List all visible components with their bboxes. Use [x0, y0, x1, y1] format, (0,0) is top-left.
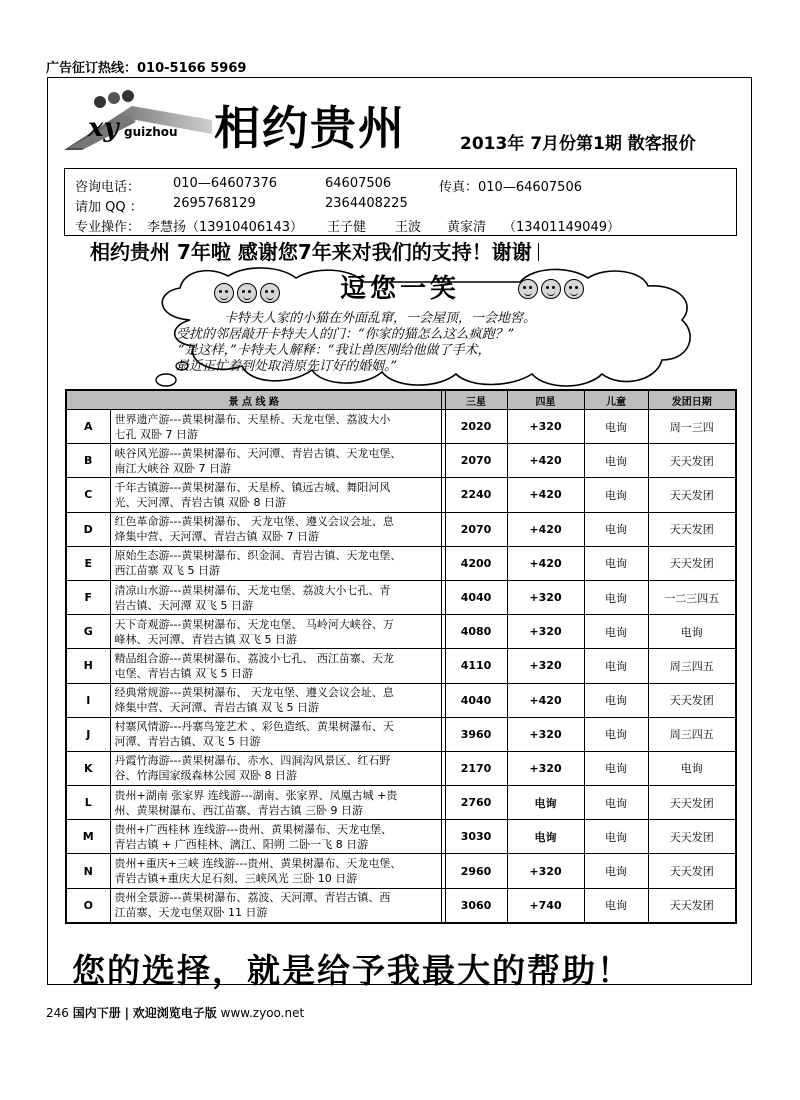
laughing-face-icon — [260, 283, 280, 303]
departure-date: 电询 — [648, 751, 736, 785]
staff-2: 王子健 — [327, 220, 367, 235]
footer-website-link[interactable]: www.zyoo.net — [220, 1006, 305, 1020]
price-three-star: 3960 — [445, 717, 507, 751]
price-three-star: 4040 — [445, 580, 507, 614]
route-description — [110, 786, 441, 820]
phone-number-1: 010—64607376 — [173, 176, 277, 191]
table-row — [66, 615, 736, 649]
price-child: 电询 — [584, 683, 648, 717]
route-line-2: 青岩古镇+重庆大足石刻、三峡风光 三卧 10 日游 — [114, 872, 358, 886]
table-row — [66, 854, 736, 888]
route-line-1: 精品组合游---黄果树瀑布、荔波小七孔、 西江苗寨、天龙 — [114, 651, 394, 665]
table-row — [66, 649, 736, 683]
issue-label: 2013年 7月份第1期 散客报价 — [460, 134, 696, 154]
footer-section: 国内下册 — [72, 1006, 121, 1020]
price-four-star: +420 — [507, 546, 584, 580]
departure-date: 天天发团 — [648, 786, 736, 820]
table-row — [66, 444, 736, 478]
route-line-1: 千年古镇游---黄果树瀑布、天星桥、镇远古城、舞阳河风 — [114, 480, 391, 494]
staff-4: 黄家清 — [447, 220, 487, 235]
price-child: 电询 — [584, 820, 648, 854]
route-description — [110, 854, 441, 888]
route-line-2: 青岩古镇 + 广西桂林、漓江、阳朔 二卧一飞 8 日游 — [114, 837, 369, 851]
price-three-star: 3060 — [445, 888, 507, 923]
qq-number-1: 2695768129 — [173, 196, 256, 211]
laughing-face-icon — [564, 279, 584, 299]
price-three-star: 3030 — [445, 820, 507, 854]
price-four-star: +420 — [507, 444, 584, 478]
table-row — [66, 751, 736, 785]
route-id: I — [66, 683, 110, 717]
route-id: B — [66, 444, 110, 478]
staff-3: 王波 — [395, 220, 422, 235]
route-line-1: 贵州+广西桂林 连线游---贵州、黄果树瀑布、天龙屯堡、 — [114, 822, 393, 836]
price-four-star: +420 — [507, 512, 584, 546]
price-four-star: 电询 — [507, 820, 584, 854]
price-child: 电询 — [584, 649, 648, 683]
price-child: 电询 — [584, 478, 648, 512]
route-id: C — [66, 478, 110, 512]
price-three-star: 2760 — [445, 786, 507, 820]
route-description — [110, 580, 441, 614]
route-id: H — [66, 649, 110, 683]
route-line-2: 岩古镇、天河潭 双飞 5 日游 — [114, 598, 253, 612]
joke-line-1: 卡特夫人家的小猫在外面乱窜，一会屋顶，一会地窖。 — [224, 311, 537, 326]
price-child: 电询 — [584, 512, 648, 546]
route-line-1: 贵州全景游---黄果树瀑布、荔波、天河潭、青岩古镇、西 — [114, 891, 391, 905]
departure-date: 周一三四 — [648, 410, 736, 444]
price-three-star: 2020 — [445, 410, 507, 444]
price-child: 电询 — [584, 444, 648, 478]
slogan: 您的选择，就是给予我最大的帮助！ — [72, 951, 632, 990]
route-id: O — [66, 888, 110, 923]
price-three-star: 2070 — [445, 444, 507, 478]
fax-number: 传真：010—64607506 — [439, 180, 582, 195]
header-three-star: 三星 — [445, 390, 507, 410]
departure-date: 天天发团 — [648, 888, 736, 923]
logo-mark: xy — [88, 113, 119, 143]
departure-date: 天天发团 — [648, 683, 736, 717]
departure-date: 一二三四五 — [648, 580, 736, 614]
table-row — [66, 478, 736, 512]
contact-box — [64, 168, 737, 236]
price-child: 电询 — [584, 854, 648, 888]
page-title: 相约贵州 — [214, 101, 406, 155]
price-child: 电询 — [584, 717, 648, 751]
route-description — [110, 717, 441, 751]
price-four-star: +320 — [507, 649, 584, 683]
departure-date: 电询 — [648, 615, 736, 649]
route-description — [110, 546, 441, 580]
route-line-2: 江苗寨、天龙屯堡双卧 11 日游 — [114, 906, 268, 920]
route-description — [110, 478, 441, 512]
price-four-star: +320 — [507, 580, 584, 614]
price-four-star: +740 — [507, 888, 584, 923]
route-id: J — [66, 717, 110, 751]
price-four-star: +420 — [507, 683, 584, 717]
thanks-text: 相约贵州 7年啦 感谢您7年来对我们的支持！谢谢 — [90, 240, 532, 264]
price-four-star: 电询 — [507, 786, 584, 820]
price-child: 电询 — [584, 786, 648, 820]
price-four-star: +320 — [507, 410, 584, 444]
departure-date: 周三四五 — [648, 717, 736, 751]
route-line-1: 红色革命游---黄果树瀑布、 天龙屯堡、遵义会议会址、息 — [114, 515, 394, 529]
joke-line-2: 受扰的邻居敲开卡特夫人的门：“你家的猫怎么这么疯跑？” — [176, 327, 515, 342]
departure-date: 天天发团 — [648, 546, 736, 580]
price-three-star: 2240 — [445, 478, 507, 512]
joke-line-3: “是这样，”卡特夫人解释：“我让兽医刚给他做了手术， — [178, 343, 491, 358]
price-table — [65, 389, 737, 924]
price-three-star: 4080 — [445, 615, 507, 649]
route-line-1: 贵州+湖南 张家界 连线游---湖南、张家界、凤凰古城 +贵 — [114, 788, 398, 802]
departure-date: 天天发团 — [648, 478, 736, 512]
departure-date: 天天发团 — [648, 512, 736, 546]
price-child: 电询 — [584, 410, 648, 444]
route-description — [110, 649, 441, 683]
header-four-star: 四星 — [507, 390, 584, 410]
route-id: K — [66, 751, 110, 785]
table-row — [66, 683, 736, 717]
route-line-1: 经典常规游---黄果树瀑布、 天龙屯堡、遵义会议会址、息 — [114, 686, 394, 700]
laughing-face-icon — [541, 279, 561, 299]
thanks-cursor-mark — [538, 243, 539, 261]
route-line-1: 天下奇观游---黄果树瀑布、天龙屯堡、 马岭河大峡谷、万 — [114, 617, 394, 631]
price-child: 电询 — [584, 751, 648, 785]
departure-date: 天天发团 — [648, 820, 736, 854]
footer-tagline: 欢迎浏览电子版 — [132, 1006, 217, 1020]
route-description — [110, 751, 441, 785]
route-id: A — [66, 410, 110, 444]
route-line-2: 河潭、青岩古镇、双飞 5 日游 — [114, 735, 261, 749]
route-line-2: 屯堡、青岩古镇 双飞 5 日游 — [114, 666, 253, 680]
departure-date: 天天发团 — [648, 444, 736, 478]
route-id: F — [66, 580, 110, 614]
price-child: 电询 — [584, 546, 648, 580]
thanks-banner — [90, 236, 539, 265]
route-id: E — [66, 546, 110, 580]
qq-number-2: 2364408225 — [325, 196, 408, 211]
laughing-face-icon — [214, 283, 234, 303]
price-three-star: 2070 — [445, 512, 507, 546]
route-description — [110, 820, 441, 854]
route-line-1: 贵州+重庆+三峡 连线游---贵州、黄果树瀑布、天龙屯堡、 — [114, 857, 402, 871]
route-line-2: 西江苗寨 双飞 5 日游 — [114, 564, 220, 578]
joke-title: 逗您一笑 — [340, 274, 461, 304]
route-id: G — [66, 615, 110, 649]
logo-subtitle: guizhou — [124, 125, 178, 139]
route-line-1: 清凉山水游---黄果树瀑布、天龙屯堡、荔波大小七孔、青 — [114, 583, 391, 597]
table-header-row — [66, 390, 736, 410]
company-logo — [62, 90, 212, 152]
table-row — [66, 717, 736, 751]
price-child: 电询 — [584, 888, 648, 923]
staff-4-phone: （13401149049） — [503, 220, 620, 235]
route-line-1: 丹霞竹海游---黄果树瀑布、赤水、四洞沟风景区、红石野 — [114, 754, 391, 768]
price-three-star: 4110 — [445, 649, 507, 683]
route-id: D — [66, 512, 110, 546]
price-three-star: 2960 — [445, 854, 507, 888]
table-row — [66, 512, 736, 546]
staff-label: 专业操作： — [75, 220, 141, 235]
route-line-2: 州、黄果树瀑布、西江苗寨、青岩古镇 三卧 9 日游 — [114, 803, 363, 817]
route-line-2: 烽集中营、天河潭、青岩古镇 双飞 5 日游 — [114, 701, 319, 715]
route-line-2: 光、天河潭、青岩古镇 双卧 8 日游 — [114, 495, 286, 509]
ad-hotline: 广告征订热线：010-5166 5969 — [46, 61, 247, 76]
route-description — [110, 888, 441, 923]
phone-label: 咨询电话： — [75, 180, 141, 195]
route-line-1: 村寨风情游---丹寨鸟笼艺术 、彩色造纸、黄果树瀑布、天 — [114, 720, 394, 734]
route-description — [110, 615, 441, 649]
qq-label: 请加 QQ ： — [75, 200, 143, 215]
route-line-2: 谷、竹海国家级森林公园 双卧 8 日游 — [114, 769, 297, 783]
route-line-2: 南江大峡谷 双卧 7 日游 — [114, 461, 231, 475]
route-line-2: 峰林、天河潭、青岩古镇 双飞 5 日游 — [114, 632, 297, 646]
route-description — [110, 683, 441, 717]
price-three-star: 4040 — [445, 683, 507, 717]
table-row — [66, 580, 736, 614]
laughing-face-icon — [518, 279, 538, 299]
staff-1: 李慧扬（13910406143） — [147, 220, 303, 235]
price-four-star: +320 — [507, 751, 584, 785]
footer-separator: | — [124, 1006, 129, 1020]
route-id: N — [66, 854, 110, 888]
route-line-1: 原始生态游---黄果树瀑布、织金洞、青岩古镇、天龙屯堡、 — [114, 549, 402, 563]
header-child: 儿童 — [584, 390, 648, 410]
price-three-star: 2170 — [445, 751, 507, 785]
departure-date: 周三四五 — [648, 649, 736, 683]
route-line-1: 世界遗产游---黄果树瀑布、天星桥、天龙屯堡、荔波大小 — [114, 412, 391, 426]
price-three-star: 4200 — [445, 546, 507, 580]
laughing-face-icon — [237, 283, 257, 303]
route-description — [110, 512, 441, 546]
table-row — [66, 546, 736, 580]
header-departure: 发团日期 — [648, 390, 736, 410]
price-four-star: +420 — [507, 478, 584, 512]
route-line-1: 峡谷风光游---黄果树瀑布、天河潭、青岩古镇、天龙屯堡、 — [114, 446, 402, 460]
price-four-star: +320 — [507, 854, 584, 888]
table-row — [66, 888, 736, 923]
table-row — [66, 820, 736, 854]
phone-number-2: 64607506 — [325, 176, 392, 191]
page-number: 246 — [46, 1006, 69, 1020]
table-row — [66, 410, 736, 444]
footer — [46, 1004, 304, 1021]
table-row — [66, 786, 736, 820]
price-four-star: +320 — [507, 615, 584, 649]
price-four-star: +320 — [507, 717, 584, 751]
route-description — [110, 444, 441, 478]
price-child: 电询 — [584, 580, 648, 614]
route-id: M — [66, 820, 110, 854]
route-line-2: 烽集中营、天河潭、青岩古镇 双卧 7 日游 — [114, 530, 319, 544]
route-id: L — [66, 786, 110, 820]
price-child: 电询 — [584, 615, 648, 649]
departure-date: 天天发团 — [648, 854, 736, 888]
header-route: 景 点 线 路 — [66, 390, 441, 410]
route-description — [110, 410, 441, 444]
route-line-2: 七孔 双卧 7 日游 — [114, 427, 198, 441]
joke-line-4: 最近正忙着到处取消原先订好的婚姻。” — [176, 359, 398, 374]
